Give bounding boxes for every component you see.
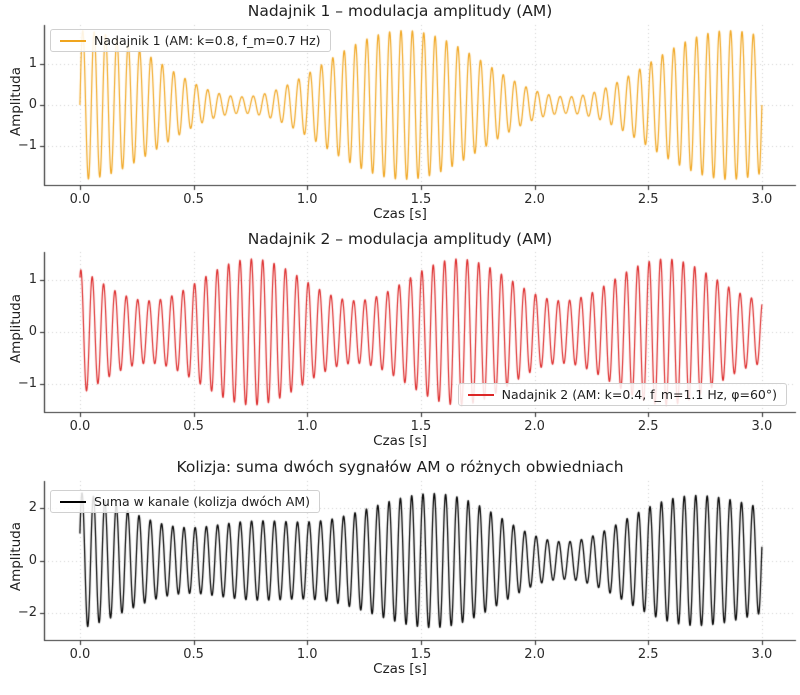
x-tick-label: 2.0 xyxy=(524,647,545,662)
subplot-2-x-axis-label: Czas [s] xyxy=(373,433,427,449)
x-tick-label: 1.0 xyxy=(296,647,318,662)
x-tick-label: 2.0 xyxy=(524,419,545,434)
x-tick-label: 2.5 xyxy=(637,647,659,662)
legend-line-sample-1 xyxy=(60,40,86,42)
legend-label-3: Suma w kanale (kolizja dwóch AM) xyxy=(94,494,310,509)
subplot-1-title: Nadajnik 1 – modulacja amplitudy (AM) xyxy=(247,2,553,20)
subplot-2-y-axis-label: Amplituda xyxy=(8,294,24,364)
x-tick-label: 0.5 xyxy=(183,192,204,207)
x-tick-label: 1.5 xyxy=(410,647,432,662)
subplot-1-legend xyxy=(50,29,331,52)
legend-line-sample-3 xyxy=(60,501,86,503)
y-tick-label: 0 xyxy=(28,97,37,112)
x-tick-label: 2.5 xyxy=(637,192,659,207)
legend-line-sample-2 xyxy=(468,394,494,396)
y-tick-label: −2 xyxy=(17,604,37,620)
legend-label-2: Nadajnik 2 (AM: k=0.4, f_m=1.1 Hz, φ=60°) xyxy=(501,387,777,402)
x-tick-label: 0.5 xyxy=(183,419,204,434)
subplot-2-title: Nadajnik 2 – modulacja amplitudy (AM) xyxy=(247,230,553,248)
subplot-2-legend xyxy=(458,383,787,406)
x-tick-label: 0.5 xyxy=(183,647,204,662)
subplot-3-y-axis-label: Amplituda xyxy=(8,522,24,592)
subplot-3-title: Kolizja: suma dwóch sygnałów AM o różnych obwiedniach xyxy=(176,458,624,476)
legend-label-1: Nadajnik 1 (AM: k=0.8, f_m=0.7 Hz) xyxy=(94,33,321,48)
y-tick-label: 1 xyxy=(28,55,37,71)
x-tick-label: 2.5 xyxy=(637,419,659,434)
x-tick-label: 0.0 xyxy=(69,647,91,662)
x-tick-label: 1.0 xyxy=(296,192,318,207)
subplot-1-y-axis-label: Amplituda xyxy=(8,67,24,137)
x-tick-label: 1.5 xyxy=(410,419,432,434)
y-tick-label: 2 xyxy=(28,500,37,516)
x-tick-label: 2.0 xyxy=(524,192,545,207)
y-tick-label: 0 xyxy=(28,552,37,568)
subplot-1-x-axis-label: Czas [s] xyxy=(373,206,427,222)
y-tick-label: −1 xyxy=(17,376,37,392)
x-tick-label: 1.5 xyxy=(410,192,432,207)
subplot-3-legend xyxy=(50,490,320,513)
x-tick-label: 0.0 xyxy=(69,419,91,434)
x-tick-label: 1.0 xyxy=(296,419,318,434)
x-tick-label: 0.0 xyxy=(69,192,91,207)
y-tick-label: 1 xyxy=(28,271,37,287)
subplot-3-x-axis-label: Czas [s] xyxy=(373,661,427,677)
x-tick-label: 3.0 xyxy=(751,419,773,434)
y-tick-label: 0 xyxy=(28,324,37,339)
y-tick-label: −1 xyxy=(17,138,37,154)
x-tick-label: 3.0 xyxy=(751,647,773,662)
x-tick-label: 3.0 xyxy=(751,192,773,207)
